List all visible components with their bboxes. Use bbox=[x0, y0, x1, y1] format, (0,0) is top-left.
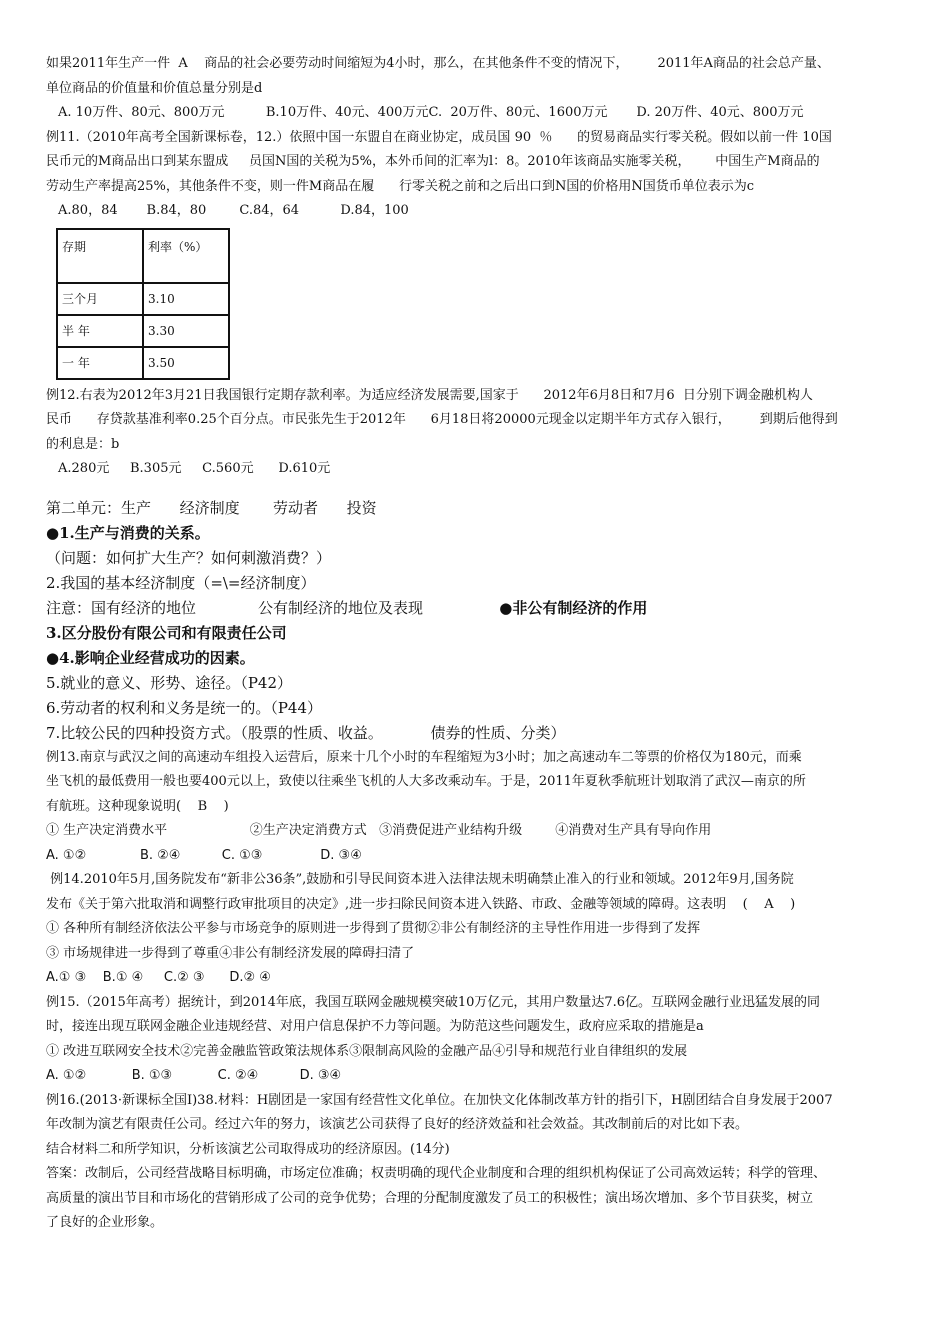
text-line: 例15.（2015年高考）据统计，到2014年底，我国互联网金融规模突破10万亿元，其用户数量达7.6亿。互联网金融行业迅猛发展的同 bbox=[46, 994, 821, 1010]
outline-note: （问题：如何扩大生产？如何刺激消费？） bbox=[46, 548, 332, 567]
text-line: 例16.(2013·新课标全国I)38.材料：H剧团是一家国有经营性文化单位。在加快文化体制改革方针的指引下，H剧团结合自身发展于2007 bbox=[46, 1092, 833, 1108]
table-cell: 3.50 bbox=[143, 347, 229, 379]
outline-point: ●4.影响企业经营成功的因素。 bbox=[46, 648, 255, 667]
table-cell: 三个月 bbox=[57, 283, 143, 315]
text-line: 例13.南京与武汉之间的高速动车组投入运营后，原来十几个小时的车程缩短为3小时；加之高速动车二等票的价格仅为180元，而乘 bbox=[46, 749, 802, 765]
answer-text: 了良好的企业形象。 bbox=[46, 1215, 164, 1230]
text-line: 发布《关于第六批取消和调整行政审批项目的决定》,进一步扫除民间资本进入铁路、市政、金融等领域的障碍。这表明 ( A ) bbox=[46, 896, 796, 912]
choice-list: ① 各种所有制经济依法公平参与市场竞争的原则进一步得到了贯彻②非公有制经济的主导性作用进一步得到了发挥 bbox=[46, 921, 701, 936]
text-line: 如果2011年生产一件 A 商品的社会必要劳动时间缩短为4小时，那么，在其他条件不变的情况下， 2011年A商品的社会总产量、 bbox=[46, 56, 830, 71]
outline-point: 2.我国的基本经济制度（=\=经济制度） bbox=[46, 573, 316, 592]
text-line: 民币元的M商品出口到某东盟成 员国N国的关税为5%，本外币间的汇率为l：8。2010年该商品实施零关税， 中国生产M商品的 bbox=[46, 154, 820, 169]
table-cell: 3.30 bbox=[143, 315, 229, 347]
text-line: 民币 存贷款基准利率0.25个百分点。市民张先生于2012年 6月18日将20000元现金以定期半年方式存入银行， 到期后他得到 bbox=[46, 412, 838, 427]
text-line: 结合材料二和所学知识，分析该演艺公司取得成功的经济原因。(14分) bbox=[46, 1141, 450, 1157]
answer-options: A.① ③ B.① ④ C.② ③ D.② ④ bbox=[46, 970, 271, 985]
table-header-cell: 利率（%） bbox=[143, 229, 229, 283]
answer-text: 答案：改制后，公司经营战略目标明确，市场定位准确；权责明确的现代企业制度和合理的组织机构保证了公司高效运转；科学的管理、 bbox=[46, 1166, 827, 1181]
table-header-cell: 存期 bbox=[57, 229, 143, 283]
outline-point: 5.就业的意义、形势、途径。（P42） bbox=[46, 673, 292, 692]
text-line: 的利息是：b bbox=[46, 436, 120, 452]
interest-rate-table bbox=[56, 228, 230, 380]
answer-options: A. ①② B. ①③ C. ②④ D. ③④ bbox=[46, 1068, 342, 1083]
table-row bbox=[57, 347, 229, 379]
outline-note: 注意：国有经济的地位 公有制经济的地位及表现 bbox=[46, 598, 500, 617]
text-line: 年改制为演艺有限责任公司。经过六年的努力，该演艺公司获得了良好的经济效益和社会效益。其改制前后的对比如下表。 bbox=[46, 1117, 749, 1132]
text-line: 有航班。这种现象说明( B ) bbox=[46, 798, 229, 814]
outline-point: 3.区分股份有限公司和有限责任公司 bbox=[46, 623, 287, 642]
outline-point: 7.比较公民的四种投资方式。（股票的性质、收益。 债券的性质、分类） bbox=[46, 723, 566, 742]
answer-options: A.80，84 B.84，80 C.84，64 D.84，100 bbox=[58, 203, 409, 218]
text-line: 单位商品的价值量和价值总量分别是d bbox=[46, 80, 263, 96]
outline-point bbox=[46, 596, 916, 621]
answer-options: A.280元 B.305元 C.560元 D.610元 bbox=[58, 461, 331, 476]
table-cell: 半 年 bbox=[57, 315, 143, 347]
document-page bbox=[46, 52, 916, 1236]
text-line: 例11.（2010年高考全国新课标卷，12.）依照中国一东盟自在商业协定，成员国 90 ％ 的贸易商品实行零关税。假如以前一件 10国 bbox=[46, 129, 832, 145]
choice-list: ③ 市场规律进一步得到了尊重④非公有制经济发展的障碍扫清了 bbox=[46, 945, 415, 961]
table-cell: 3.10 bbox=[143, 283, 229, 315]
text-line: 坐飞机的最低费用一般也要400元以上，致使以往乘坐飞机的人大多改乘动车。于是，2011年夏秋季航班计划取消了武汉—南京的所 bbox=[46, 774, 806, 789]
table-header-row bbox=[57, 229, 229, 283]
table-cell: 一 年 bbox=[57, 347, 143, 379]
choice-list: ① 生产决定消费水平 ②生产决定消费方式 ③消费促进产业结构升级 ④消费对生产具有导向作用 bbox=[46, 823, 712, 838]
text-line: 例14.2010年5月,国务院发布“新非公36条”,鼓励和引导民间资本进入法律法规未明确禁止准入的行业和领域。2012年9月,国务院 bbox=[46, 872, 794, 887]
answer-options: A. 10万件、80元、800万元 B.10万件、40元、400万元C. 20万件、80元、1600万元 D. 20万件、40元、800万元 bbox=[58, 105, 804, 120]
text-line: 劳动生产率提高25%，其他条件不变，则一件M商品在履 行零关税之前和之后出口到N国的价格用N国货币单位表示为c bbox=[46, 178, 755, 194]
table-row bbox=[57, 315, 229, 347]
spacer bbox=[46, 482, 916, 496]
unit-title: 第二单元：生产 经济制度 劳动者 投资 bbox=[46, 498, 377, 517]
text-line: 时，接连出现互联网金融企业违规经营、对用户信息保护不力等问题。为防范这些问题发生，政府应采取的措施是a bbox=[46, 1019, 704, 1034]
outline-point: 6.劳动者的权利和义务是统一的。（P44） bbox=[46, 698, 322, 717]
outline-point: ●1.生产与消费的关系。 bbox=[46, 523, 210, 542]
outline-emphasis: ●非公有制经济的作用 bbox=[499, 598, 648, 617]
choice-list: ① 改进互联网安全技术②完善金融监管政策法规体系③限制高风险的金融产品④引导和规范行业自律组织的发展 bbox=[46, 1043, 688, 1059]
answer-options: A. ①② B. ②④ C. ①③ D. ③④ bbox=[46, 847, 362, 863]
table-row bbox=[57, 283, 229, 315]
text-line: 例12.右表为2012年3月21日我国银行定期存款利率。为适应经济发展需要,国家于 2012年6月8日和7月6 日分别下调金融机构人 bbox=[46, 387, 813, 403]
answer-text: 高质量的演出节目和市场化的营销形成了公司的竞争优势；合理的分配制度激发了员工的积极性；演出场次增加、多个节目获奖，树立 bbox=[46, 1190, 814, 1206]
